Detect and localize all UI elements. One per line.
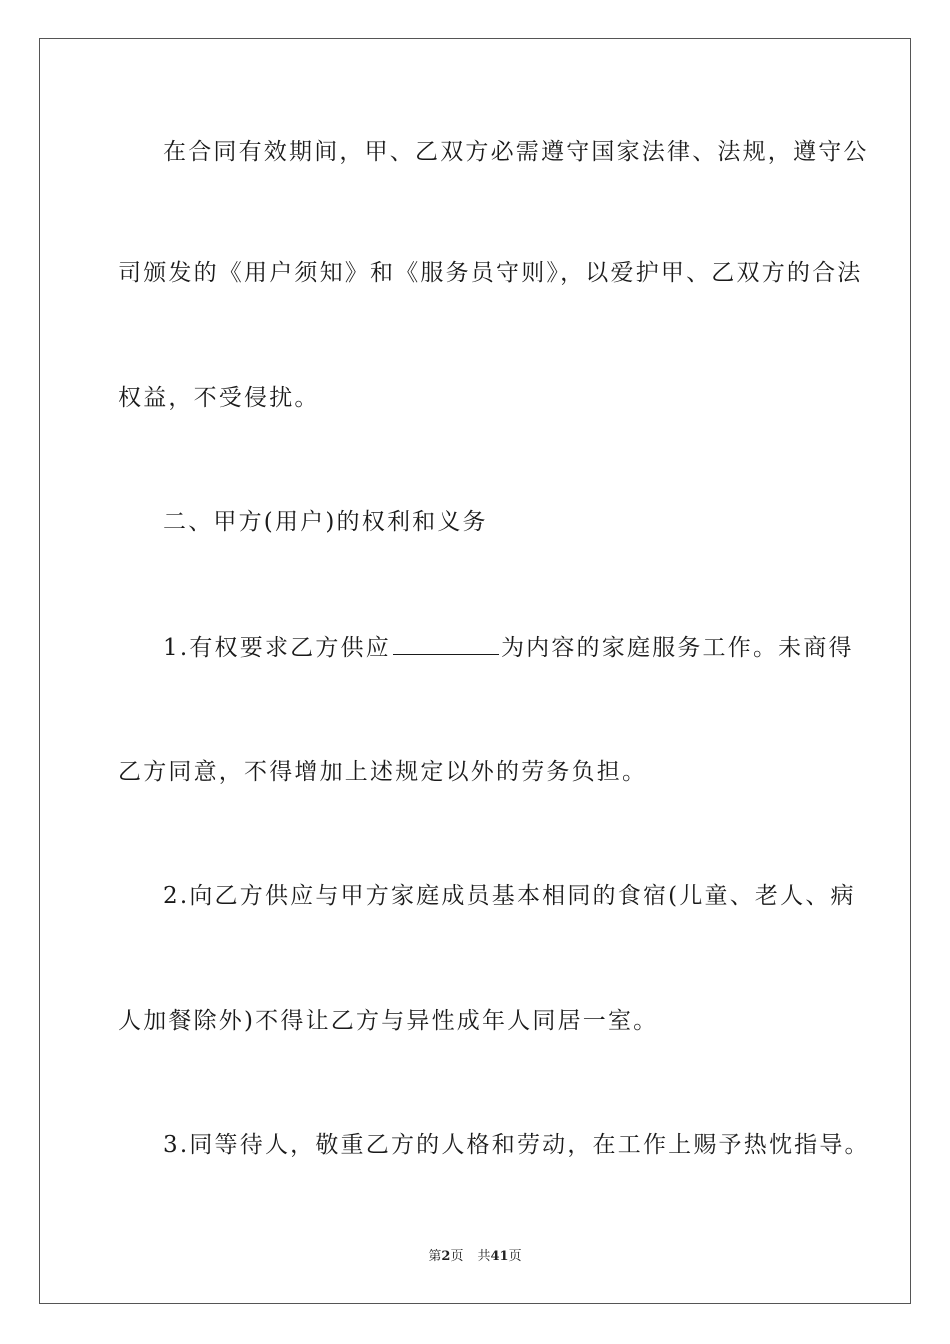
item-1-line-2: 乙方同意，不得增加上述规定以外的劳务负担。 xyxy=(118,759,648,785)
item-3-line-1: 3.同等待人，敬重乙方的人格和劳动，在工作上赐予热忱指导。 xyxy=(163,1132,870,1158)
paragraph-1-line-3: 权益，不受侵扰。 xyxy=(118,385,320,411)
page-number: 2 xyxy=(441,1249,451,1264)
item-1-text-before-blank: 1.有权要求乙方供应 xyxy=(163,635,391,661)
paragraph-1-line-2: 司颁发的《用户须知》和《服务员守则》，以爱护甲、乙双方的合法 xyxy=(118,260,863,286)
page-prefix: 第 xyxy=(428,1249,442,1264)
section-heading: 二、甲方(用户)的权利和义务 xyxy=(163,509,488,535)
item-1-text-after-blank: 为内容的家庭服务工作。未商得 xyxy=(500,635,854,661)
total-suffix: 页 xyxy=(508,1249,522,1264)
total-pages: 41 xyxy=(490,1249,509,1264)
item-2-line-2: 人加餐除外)不得让乙方与异性成年人同居一室。 xyxy=(118,1008,659,1034)
page-border xyxy=(39,38,911,1304)
item-2-line-1: 2.向乙方供应与甲方家庭成员基本相同的食宿(儿童、老人、病 xyxy=(163,883,856,909)
fill-in-blank xyxy=(393,632,499,655)
paragraph-1-line-1: 在合同有效期间，甲、乙双方必需遵守国家法律、法规，遵守公 xyxy=(163,139,869,165)
page-suffix: 页 xyxy=(450,1249,464,1264)
page-footer xyxy=(0,1245,950,1264)
total-prefix: 共 xyxy=(477,1249,491,1264)
item-1-line-1 xyxy=(163,632,854,663)
